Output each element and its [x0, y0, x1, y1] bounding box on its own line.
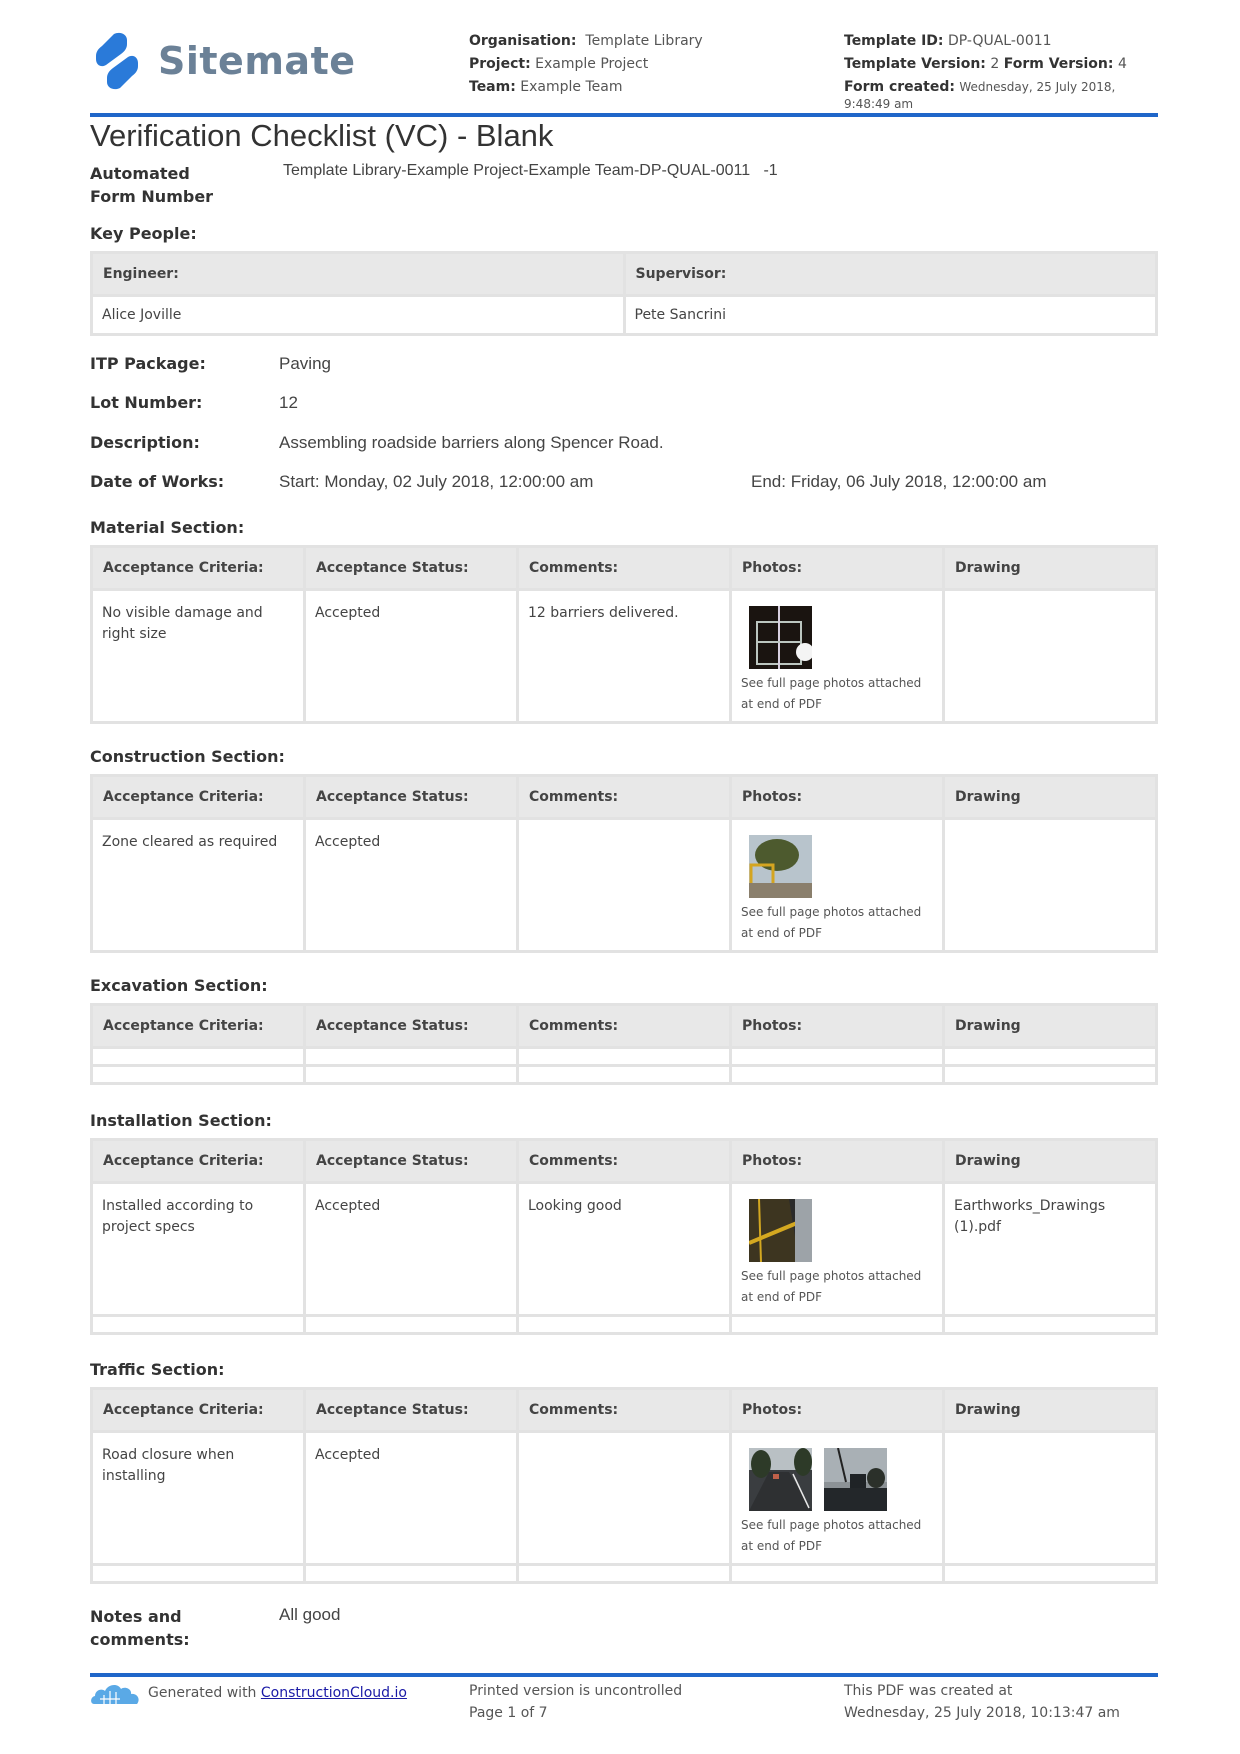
comments-cell: Looking good: [519, 1184, 729, 1314]
lot-number-label: Lot Number:: [90, 393, 203, 412]
photo-thumbnails: [749, 1448, 933, 1511]
status-header: Acceptance Status:: [306, 548, 516, 588]
date-start-value: Start: Monday, 02 July 2018, 12:00:00 am: [279, 472, 594, 491]
description-value: Assembling roadside barriers along Spencer Road.: [279, 433, 664, 452]
brand-name: Sitemate: [158, 39, 356, 83]
template-id-line: [844, 30, 1158, 53]
section-label: Traffic Section:: [90, 1360, 225, 1379]
section-label: Installation Section:: [90, 1111, 272, 1130]
empty-cell: [945, 1566, 1155, 1581]
page-header: [90, 28, 1158, 116]
photos-header: Photos:: [732, 777, 942, 817]
date-end-value: End: Friday, 06 July 2018, 12:00:00 am: [751, 472, 1047, 491]
comments-cell: 12 barriers delivered.: [519, 591, 729, 721]
date-of-works-label: Date of Works:: [90, 472, 225, 491]
status-header: Acceptance Status:: [306, 777, 516, 817]
section-label: Excavation Section:: [90, 976, 268, 995]
empty-cell: [93, 1317, 303, 1332]
engineer-header: Engineer:: [93, 254, 623, 294]
roadside-site-photo[interactable]: [824, 1448, 887, 1511]
drawing-cell: [945, 820, 1155, 950]
empty-cell: [93, 1067, 303, 1082]
footer-created: [844, 1680, 1120, 1724]
table-row: [93, 1433, 1155, 1563]
drawing-cell: [945, 1433, 1155, 1563]
criteria-cell: No visible damage and right size: [93, 591, 303, 721]
status-cell: Accepted: [306, 591, 516, 721]
constructioncloud-link[interactable]: ConstructionCloud.io: [260, 1685, 407, 1701]
key-people-label: Key People:: [90, 224, 197, 243]
criteria-cell: Road closure when installing: [93, 1433, 303, 1563]
empty-cell: [306, 1067, 516, 1082]
drawing-header: Drawing: [945, 1141, 1155, 1181]
photo-thumbnails: [749, 606, 933, 669]
photo-note: See full page photos attached at end of PDF: [741, 1269, 922, 1304]
empty-cell: [93, 1566, 303, 1581]
photo-note: See full page photos attached at end of PDF: [741, 1518, 922, 1553]
version-line: [844, 53, 1158, 76]
header-divider: [90, 113, 1158, 117]
key-people-table: [90, 251, 1158, 336]
organisation-line: [469, 30, 703, 53]
pdf-created-value: Wednesday, 25 July 2018, 10:13:47 am: [844, 1705, 1120, 1721]
table-header-row: [93, 1390, 1155, 1430]
photos-header: Photos:: [732, 1141, 942, 1181]
empty-cell: [306, 1566, 516, 1581]
page-title: Verification Checklist (VC) - Blank: [90, 118, 554, 153]
empty-table-row: [93, 1317, 1155, 1332]
form-created-value: Wednesday, 25 July 2018, 9:48:49 am: [844, 80, 1116, 111]
photos-cell: [732, 591, 942, 721]
notes-label: Notes and comments:: [90, 1607, 190, 1649]
status-header: Acceptance Status:: [306, 1006, 516, 1046]
criteria-header: Acceptance Criteria:: [93, 1390, 303, 1430]
photos-cell: [732, 1433, 942, 1563]
header-template-info: [844, 30, 1158, 113]
section-table: [90, 774, 1158, 953]
pdf-created-label: This PDF was created at: [844, 1683, 1013, 1699]
section-table: [90, 1003, 1158, 1085]
criteria-cell: Zone cleared as required: [93, 820, 303, 950]
team-value: Example Team: [520, 79, 623, 95]
cleared-zone-photo[interactable]: [749, 835, 812, 898]
cloud-icon: [90, 1680, 142, 1706]
automated-form-number-label: Automated Form Number: [90, 164, 214, 206]
table-header-row: [93, 254, 1155, 294]
status-cell: Accepted: [306, 820, 516, 950]
photo-thumbnails: [749, 1199, 933, 1262]
form-version-value: 4: [1117, 56, 1127, 72]
empty-cell: [93, 1049, 303, 1064]
drawing-cell[interactable]: Earthworks_Drawings (1).pdf: [945, 1184, 1155, 1314]
criteria-header: Acceptance Criteria:: [93, 1006, 303, 1046]
photos-cell: [732, 1184, 942, 1314]
drawing-header: Drawing: [945, 1390, 1155, 1430]
empty-cell: [732, 1067, 942, 1082]
form-created-label: Form created:: [844, 79, 955, 95]
empty-cell: [519, 1067, 729, 1082]
criteria-header: Acceptance Criteria:: [93, 1141, 303, 1181]
table-header-row: [93, 1141, 1155, 1181]
template-id-label: Template ID:: [844, 33, 944, 49]
team-line: [469, 76, 703, 99]
project-value: Example Project: [535, 56, 649, 72]
empty-table-row: [93, 1566, 1155, 1581]
photo-note: See full page photos attached at end of PDF: [741, 905, 922, 940]
comments-header: Comments:: [519, 1006, 729, 1046]
empty-cell: [519, 1317, 729, 1332]
table-row: [93, 820, 1155, 950]
table-row: [93, 591, 1155, 721]
table-header-row: [93, 1006, 1155, 1046]
engineer-value: Alice Joville: [93, 297, 623, 333]
status-header: Acceptance Status:: [306, 1390, 516, 1430]
section-table: [90, 545, 1158, 724]
photos-header: Photos:: [732, 1006, 942, 1046]
photos-header: Photos:: [732, 548, 942, 588]
drawing-header: Drawing: [945, 1006, 1155, 1046]
organisation-label: Organisation:: [469, 33, 577, 49]
empty-cell: [945, 1067, 1155, 1082]
comments-header: Comments:: [519, 777, 729, 817]
automated-form-number-value: Template Library-Example Project-Example Team-DP-QUAL-0011 -1: [283, 162, 778, 179]
status-header: Acceptance Status:: [306, 1141, 516, 1181]
empty-cell: [306, 1317, 516, 1332]
footer-page-info: [469, 1680, 682, 1724]
section-label: Construction Section:: [90, 747, 285, 766]
comments-cell: [519, 1433, 729, 1563]
photo-note: See full page photos attached at end of PDF: [741, 676, 922, 711]
section-table: [90, 1138, 1158, 1335]
template-version-label: Template Version:: [844, 56, 986, 72]
empty-cell: [519, 1566, 729, 1581]
supervisor-value: Pete Sancrini: [626, 297, 1156, 333]
comments-header: Comments:: [519, 1390, 729, 1430]
itp-package-value: Paving: [279, 354, 331, 373]
template-id-value: DP-QUAL-0011: [947, 33, 1052, 49]
status-cell: Accepted: [306, 1433, 516, 1563]
section-table: [90, 1387, 1158, 1584]
drawing-header: Drawing: [945, 777, 1155, 817]
empty-cell: [945, 1049, 1155, 1064]
footer-generated: [90, 1680, 407, 1706]
supervisor-header: Supervisor:: [626, 254, 1156, 294]
installed-barrier-photo[interactable]: [749, 1199, 812, 1262]
table-row: [93, 1184, 1155, 1314]
criteria-header: Acceptance Criteria:: [93, 777, 303, 817]
empty-cell: [945, 1317, 1155, 1332]
page-number: Page 1 of 7: [469, 1705, 548, 1721]
organisation-value: Template Library: [585, 33, 703, 49]
photo-thumbnails: [749, 835, 933, 898]
uncontrolled-notice: Printed version is uncontrolled: [469, 1683, 683, 1699]
table-row: [93, 297, 1155, 333]
sitemate-logo: [94, 32, 356, 90]
empty-cell: [519, 1049, 729, 1064]
template-version-value: 2: [990, 56, 1000, 72]
section-label: Material Section:: [90, 518, 245, 537]
form-created-line: [844, 79, 1158, 113]
empty-cell: [732, 1049, 942, 1064]
description-label: Description:: [90, 433, 200, 452]
comments-cell: [519, 820, 729, 950]
lot-number-value: 12: [279, 393, 298, 412]
barrier-frame-photo[interactable]: [749, 606, 812, 669]
project-label: Project:: [469, 56, 531, 72]
comments-header: Comments:: [519, 548, 729, 588]
criteria-cell: Installed according to project specs: [93, 1184, 303, 1314]
drawing-header: Drawing: [945, 548, 1155, 588]
project-line: [469, 53, 703, 76]
form-version-label: Form Version:: [1003, 56, 1114, 72]
comments-header: Comments:: [519, 1141, 729, 1181]
header-org-info: [469, 30, 703, 99]
empty-cell: [732, 1317, 942, 1332]
status-cell: Accepted: [306, 1184, 516, 1314]
itp-package-label: ITP Package:: [90, 354, 206, 373]
photos-header: Photos:: [732, 1390, 942, 1430]
generated-prefix: Generated with: [148, 1685, 257, 1701]
table-header-row: [93, 548, 1155, 588]
empty-cell: [306, 1049, 516, 1064]
footer-divider: [90, 1673, 1158, 1677]
road-closure-photo[interactable]: [749, 1448, 812, 1511]
drawing-cell: [945, 591, 1155, 721]
photos-cell: [732, 820, 942, 950]
criteria-header: Acceptance Criteria:: [93, 548, 303, 588]
notes-value: All good: [279, 1605, 341, 1624]
empty-table-row: [93, 1067, 1155, 1082]
empty-table-row: [93, 1049, 1155, 1064]
sitemate-logo-icon: [94, 32, 140, 90]
team-label: Team:: [469, 79, 516, 95]
empty-cell: [732, 1566, 942, 1581]
table-header-row: [93, 777, 1155, 817]
